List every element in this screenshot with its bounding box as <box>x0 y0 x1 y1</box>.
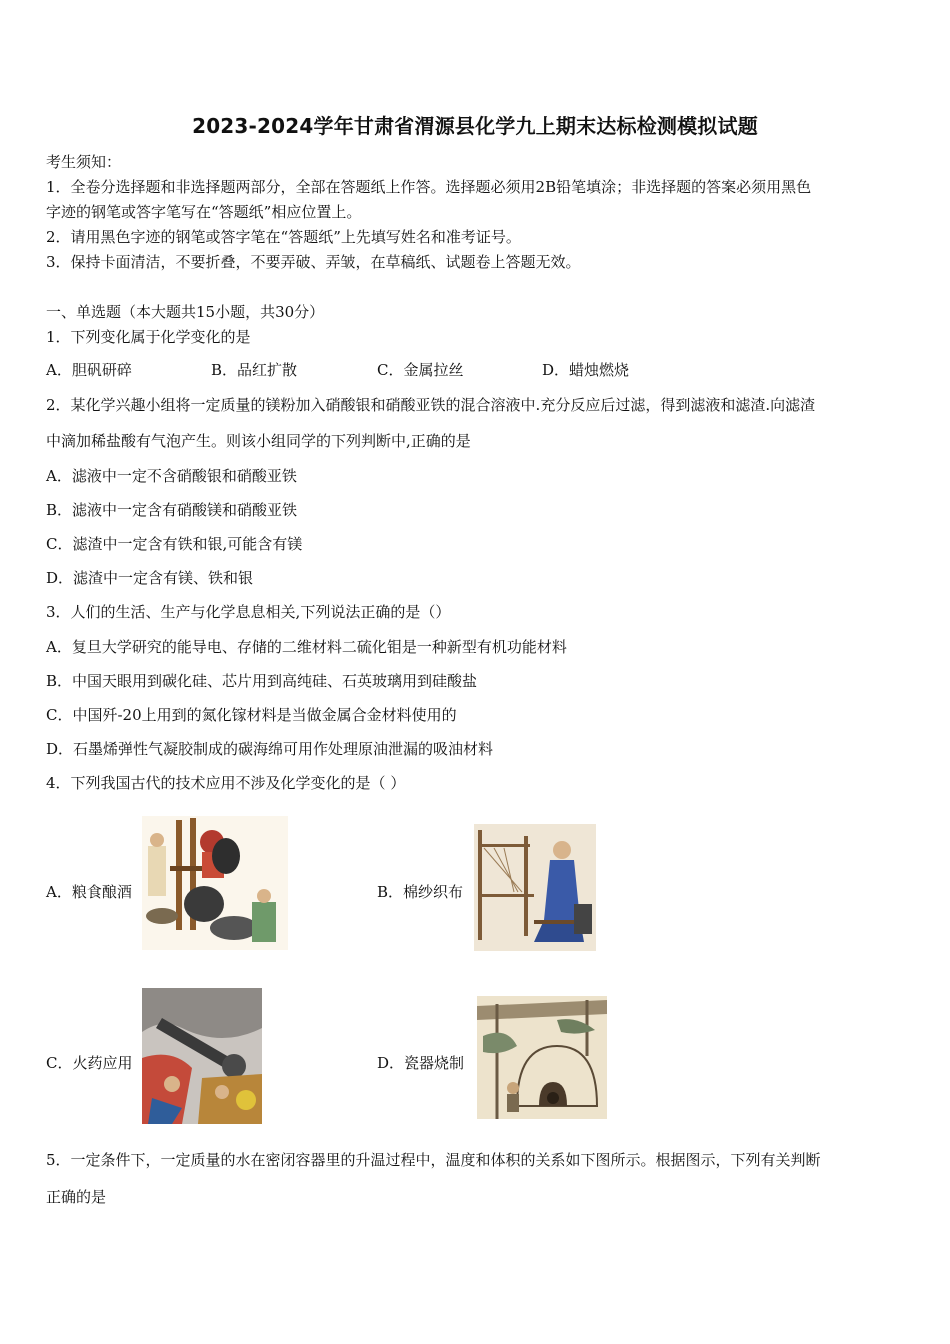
notice-item: 1．全卷分选择题和非选择题两部分，全部在答题纸上作答。选择题必须用2B铅笔填涂；非选择题的答案必须用黑色 <box>46 178 812 196</box>
q4-option-a: A．粮食酿酒 <box>46 883 132 901</box>
q2-option-b: B．滤液中一定含有硝酸镁和硝酸亚铁 <box>46 501 298 519</box>
q3-option-c: C．中国歼-20上用到的氮化镓材料是当做金属合金材料使用的 <box>46 706 457 724</box>
question-2-stem: 2．某化学兴趣小组将一定质量的镁粉加入硝酸银和硝酸亚铁的混合溶液中.充分反应后过滤，得到滤液和滤渣.向滤渣 <box>46 396 816 414</box>
brewing-illustration <box>142 816 288 950</box>
q3-option-d: D．石墨烯弹性气凝胶制成的碳海绵可用作处理原油泄漏的吸油材料 <box>46 740 494 758</box>
q1-option-c: C．金属拉丝 <box>377 361 464 379</box>
question-4-stem: 4．下列我国古代的技术应用不涉及化学变化的是（ ） <box>46 774 406 792</box>
question-2-stem-cont: 中滴加稀盐酸有气泡产生。则该小组同学的下列判断中,正确的是 <box>46 432 471 450</box>
q4-option-c: C．火药应用 <box>46 1054 133 1072</box>
q2-option-c: C．滤渣中一定含有铁和银,可能含有镁 <box>46 535 303 553</box>
question-3-stem: 3．人们的生活、生产与化学息息相关,下列说法正确的是（） <box>46 603 451 621</box>
q1-option-b: B．品红扩散 <box>211 361 298 379</box>
q3-option-b: B．中国天眼用到碳化硅、芯片用到高纯硅、石英玻璃用到硅酸盐 <box>46 672 478 690</box>
q2-option-d: D．滤渣中一定含有镁、铁和银 <box>46 569 254 587</box>
section-heading: 一、单选题（本大题共15小题，共30分） <box>46 303 325 321</box>
notice-item: 3．保持卡面清洁，不要折叠，不要弄破、弄皱，在草稿纸、试题卷上答题无效。 <box>46 253 581 271</box>
question-5-stem-cont: 正确的是 <box>46 1188 107 1206</box>
q2-option-a: A．滤液中一定不含硝酸银和硝酸亚铁 <box>46 467 297 485</box>
weaving-illustration <box>474 824 596 951</box>
gunpowder-illustration <box>142 988 262 1124</box>
question-5-stem: 5．一定条件下，一定质量的水在密闭容器里的升温过程中，温度和体积的关系如下图所示。根据图示，下列有关判断 <box>46 1151 821 1169</box>
notice-item: 字迹的钢笔或答字笔写在“答题纸”相应位置上。 <box>46 203 362 221</box>
page-title: 2023-2024学年甘肃省渭源县化学九上期末达标检测模拟试题 <box>192 114 758 138</box>
q1-option-d: D．蜡烛燃烧 <box>542 361 630 379</box>
question-1-stem: 1．下列变化属于化学变化的是 <box>46 328 251 346</box>
q4-option-b: B．棉纱织布 <box>377 883 464 901</box>
q1-option-a: A．胆矾研碎 <box>46 361 132 379</box>
q3-option-a: A．复旦大学研究的能导电、存储的二维材料二硫化钼是一种新型有机功能材料 <box>46 638 567 656</box>
notice-heading: 考生须知： <box>46 153 122 171</box>
notice-item: 2．请用黑色字迹的钢笔或答字笔在“答题纸”上先填写姓名和准考证号。 <box>46 228 521 246</box>
porcelain-kiln-illustration <box>477 996 607 1119</box>
q4-option-d: D．瓷器烧制 <box>377 1054 465 1072</box>
